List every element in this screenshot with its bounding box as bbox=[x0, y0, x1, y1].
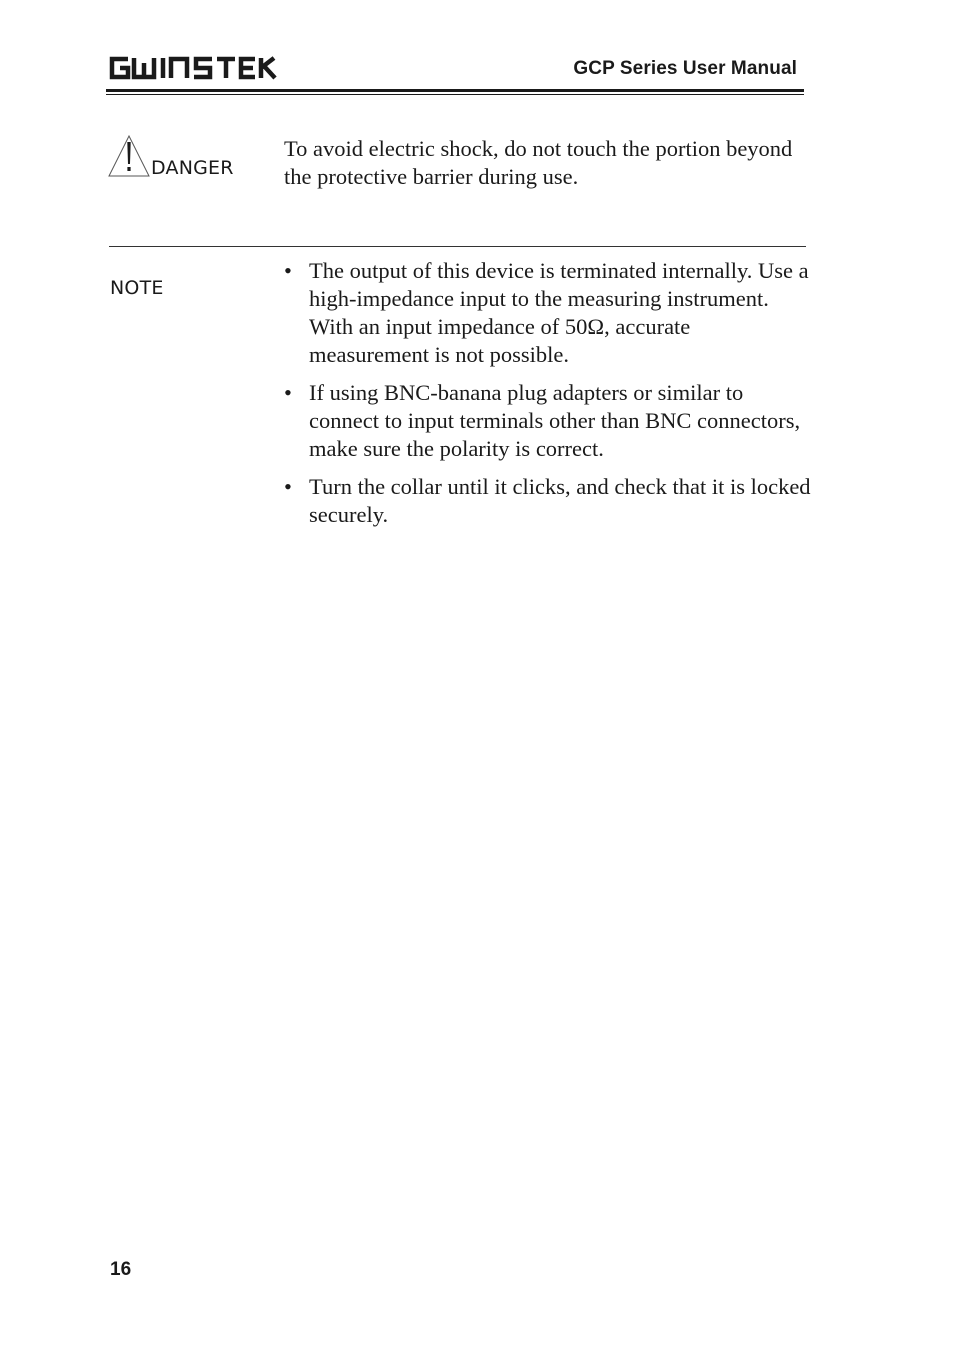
danger-label: DANGER bbox=[151, 157, 234, 179]
note-item-text: Turn the collar until it clicks, and check that it is locked securely. bbox=[309, 474, 811, 527]
bullet-icon: • bbox=[284, 380, 292, 405]
note-list bbox=[284, 257, 814, 539]
bullet-icon: • bbox=[284, 258, 292, 283]
manual-title: GCP Series User Manual bbox=[573, 58, 797, 79]
page-number: 16 bbox=[110, 1259, 132, 1280]
list-item bbox=[284, 257, 814, 369]
section-divider bbox=[109, 246, 806, 247]
danger-text: To avoid electric shock, do not touch the portion beyond the protective barrier during use. bbox=[284, 136, 793, 189]
gw-instek-logo bbox=[108, 55, 278, 81]
bullet-icon: • bbox=[284, 474, 292, 499]
note-item-text: If using BNC-banana plug adapters or similar to connect to input terminals other than BNC connectors, make sure the polarity is correct. bbox=[309, 380, 801, 461]
header-rule-thin bbox=[106, 94, 804, 95]
warning-triangle-icon bbox=[108, 134, 150, 178]
list-item bbox=[284, 473, 814, 529]
list-item bbox=[284, 379, 814, 463]
note-item-text: The output of this device is terminated internally. Use a high-impedance input to the measuring instrument. With an input impedance of 50Ω, accurate measurement is not possible. bbox=[309, 258, 809, 367]
note-label: NOTE bbox=[110, 277, 164, 299]
header-rule-thick bbox=[106, 89, 804, 92]
